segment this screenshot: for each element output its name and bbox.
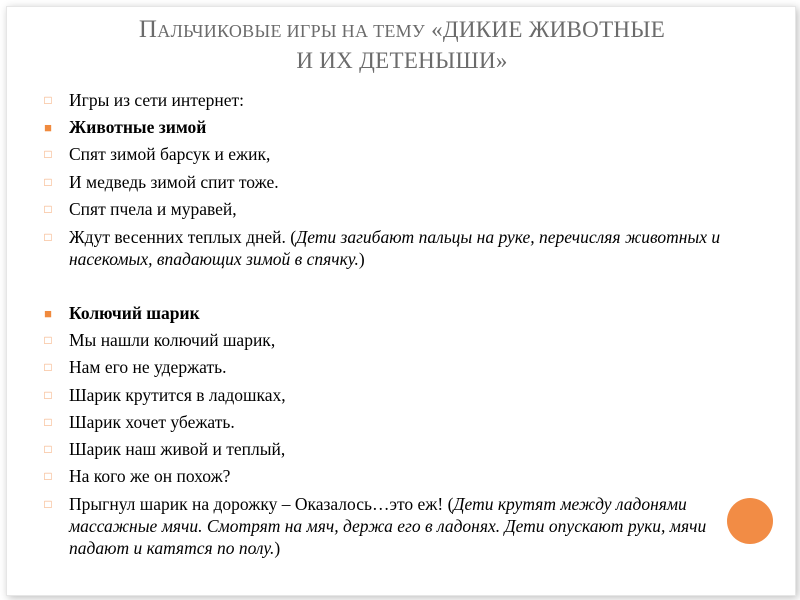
bullet-icon: □ [44, 497, 52, 512]
line-text: Спят пчела и муравей, [69, 198, 237, 219]
list-item [41, 409, 731, 436]
line-text: И медведь зимой спит тоже. [69, 171, 279, 192]
list-item [41, 223, 731, 272]
line-text: Шарик хочет убежать. [69, 411, 235, 432]
slide [6, 6, 796, 596]
line-text: Колючий шарик [69, 303, 200, 324]
bullet-icon: □ [44, 442, 52, 457]
line-text: Животные зимой [69, 117, 207, 138]
list-item [41, 169, 731, 196]
line-text: Шарик крутится в ладошках, [69, 384, 286, 405]
stage-direction: Дети загибают пальцы на руке, перечисляя животных и насекомых, впадающих зимой в спячку. [69, 227, 721, 270]
bullet-icon: □ [44, 469, 52, 484]
bullet-icon: □ [44, 360, 52, 375]
stage-direction: Дети крутят между ладонями массажные мячи. Смотрят на мяч, держа его в ладонях. Дети опускают руки, мячи падают и катятся по полу. [69, 494, 707, 559]
title-smallcaps: АЛЬЧИКОВЫЕ ИГРЫ НА ТЕМУ [157, 21, 426, 41]
line-text: Прыгнул шарик на дорожку – Оказалось…это еж! ( [69, 494, 454, 515]
line-text: Мы нашли колючий шарик, [69, 330, 276, 351]
title-initial: П [138, 16, 158, 43]
line-text: Ждут весенних теплых дней. ( [69, 227, 297, 248]
bullet-icon: □ [44, 414, 52, 429]
list-spacer [41, 272, 731, 300]
line-text: Шарик наш живой и теплый, [69, 439, 286, 460]
list-item [41, 196, 731, 223]
line-text: На кого же он похож? [69, 466, 231, 487]
title-line-1 [7, 15, 796, 46]
line-text: Игры из сети интернет: [69, 90, 245, 110]
list-item [41, 87, 731, 114]
line-text: Спят зимой барсук и ежик, [69, 144, 271, 165]
bullet-icon: □ [44, 230, 52, 245]
slide-title [7, 15, 796, 76]
bullet-list [41, 87, 731, 561]
list-item [41, 463, 731, 490]
line-text-after: ) [274, 538, 281, 559]
accent-circle-decoration [727, 498, 773, 544]
list-item-heading [41, 114, 731, 141]
bullet-icon: □ [44, 201, 52, 216]
bullet-filled-icon: ■ [44, 306, 52, 322]
bullet-filled-icon: ■ [44, 120, 52, 136]
list-item [41, 436, 731, 463]
list-item [41, 354, 731, 381]
line-text: Нам его не удержать. [69, 357, 227, 378]
bullet-icon: □ [44, 333, 52, 348]
bullet-icon: □ [44, 93, 52, 107]
title-line-2: И ИХ ДЕТЕНЫШИ» [296, 48, 508, 73]
bullet-icon: □ [44, 147, 52, 162]
list-item [41, 490, 731, 561]
list-item [41, 141, 731, 168]
list-item-heading [41, 300, 731, 327]
title-rest: «ДИКИЕ ЖИВОТНЫЕ [425, 17, 666, 42]
bullet-icon: □ [44, 387, 52, 402]
line-text-after: ) [358, 249, 365, 270]
list-item [41, 382, 731, 409]
list-item [41, 327, 731, 354]
bullet-icon: □ [44, 174, 52, 189]
